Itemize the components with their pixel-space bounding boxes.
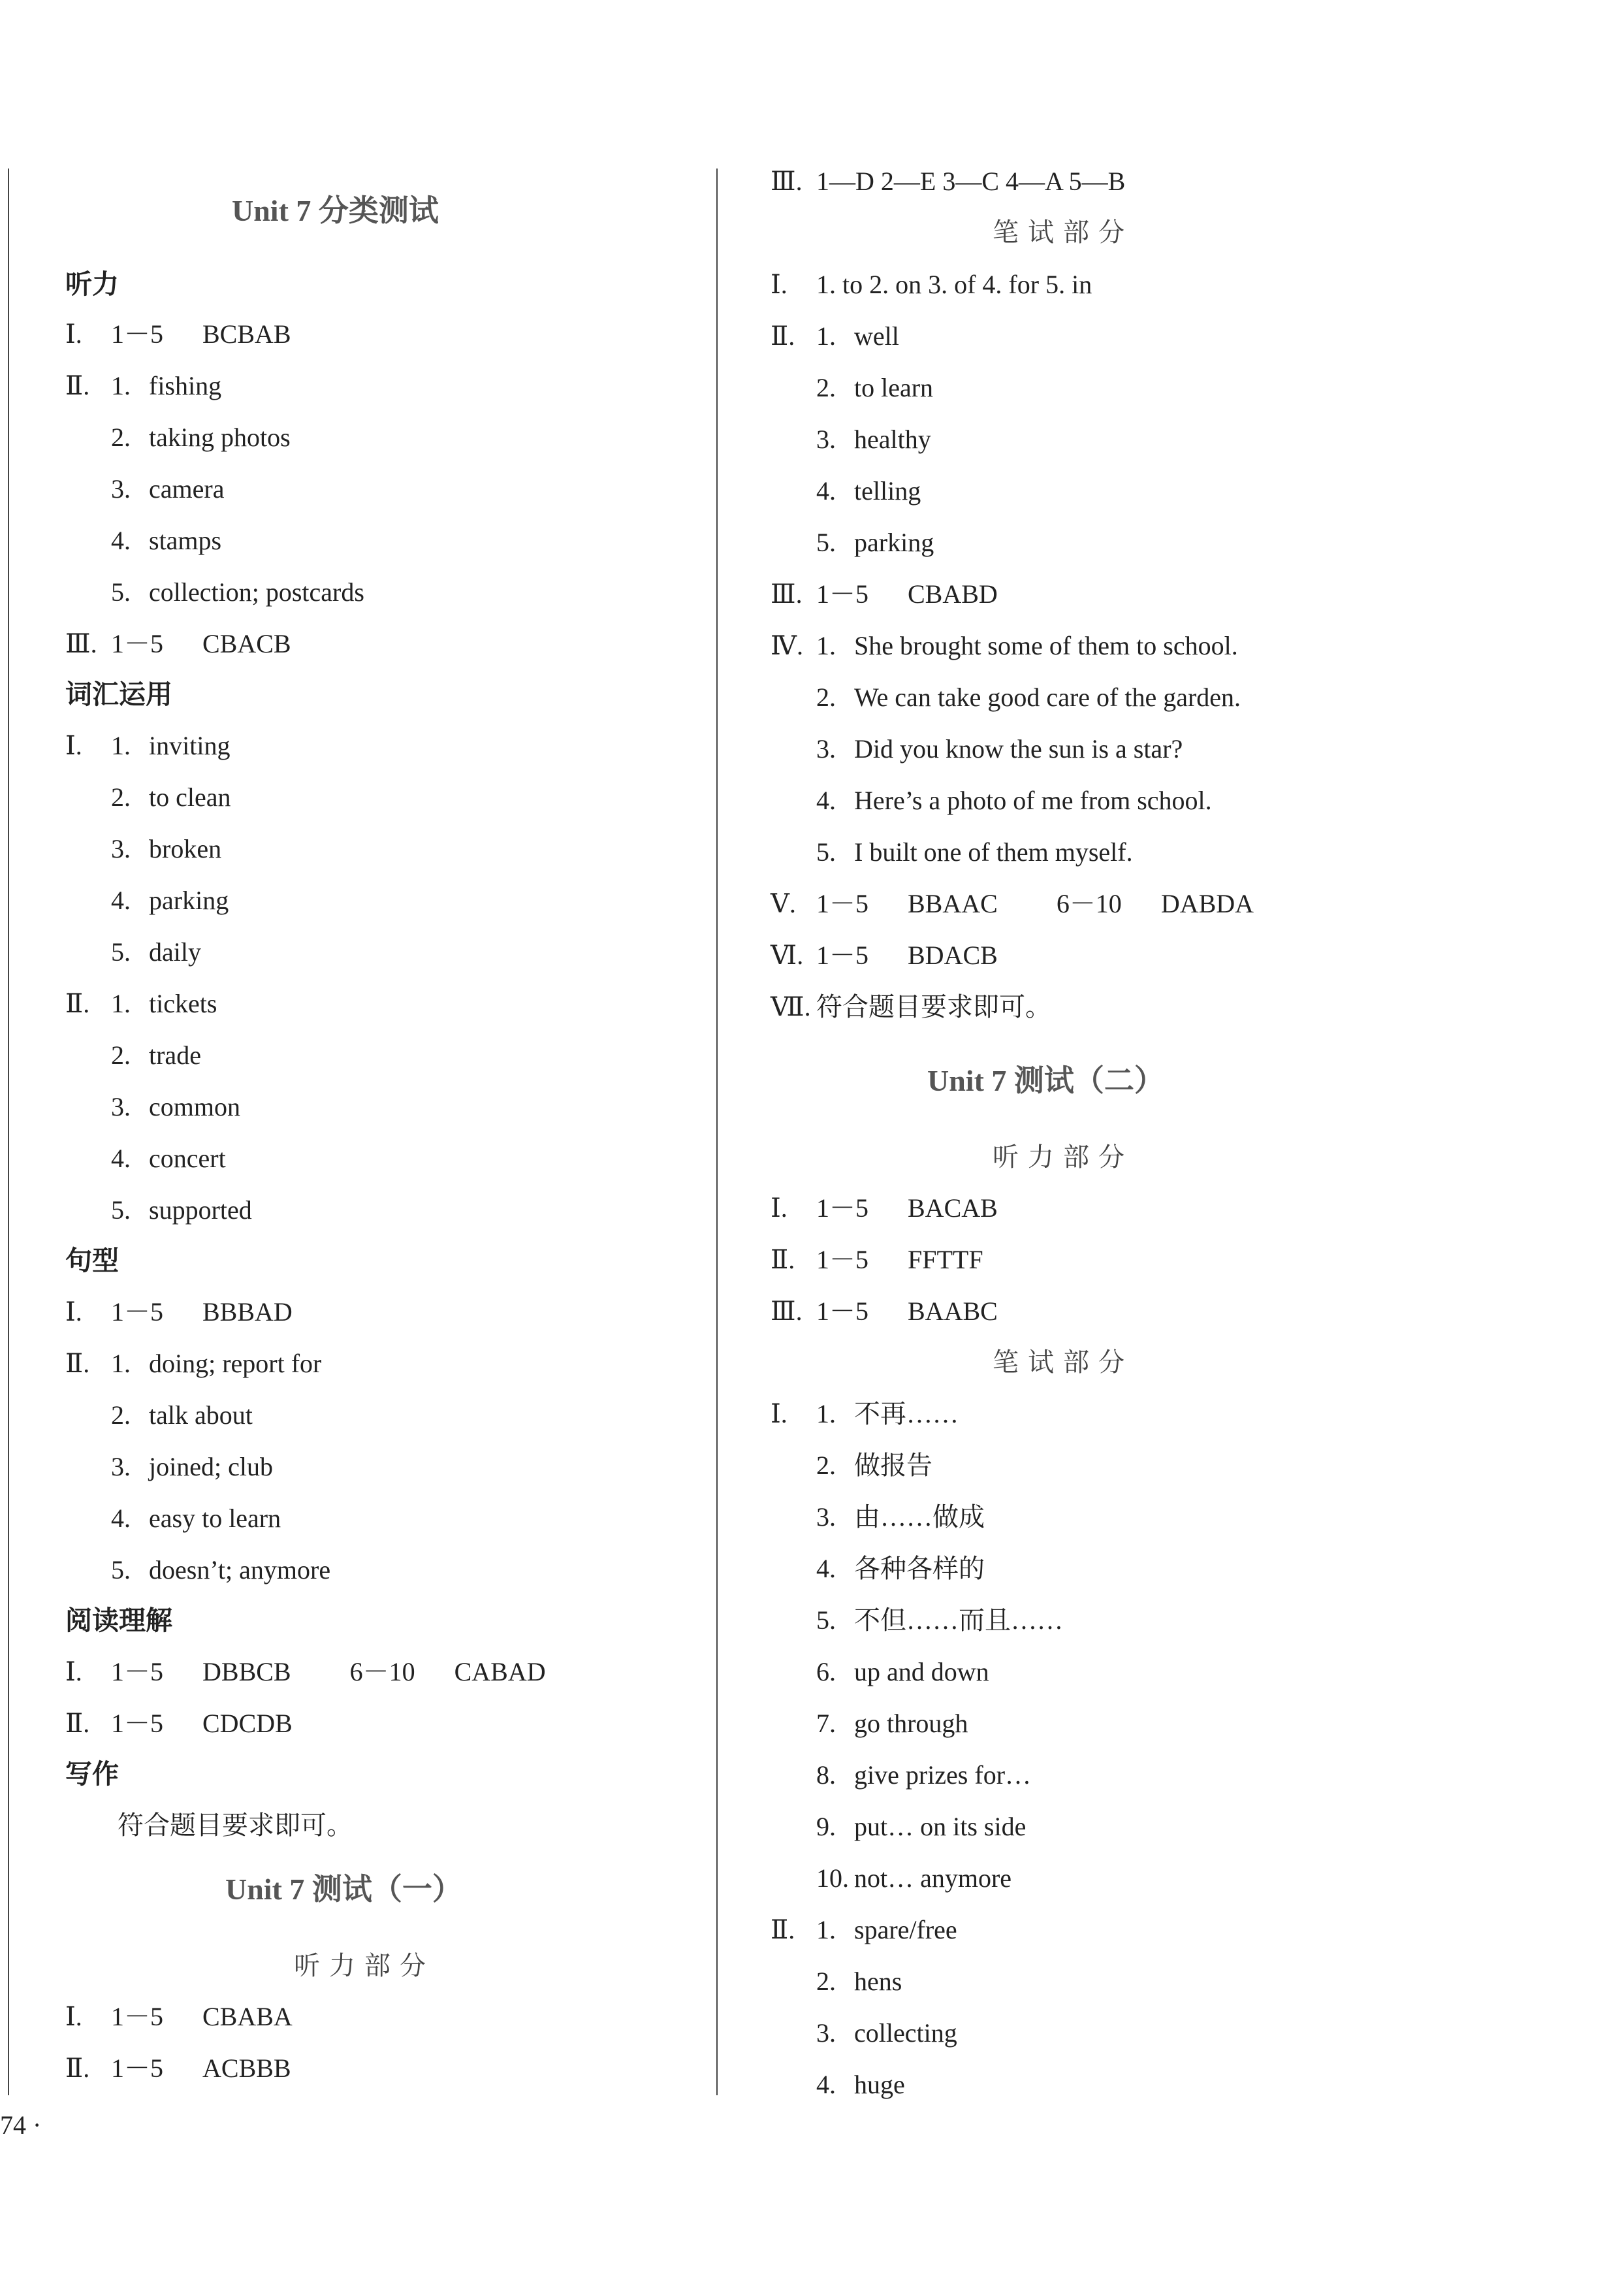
- answer-line: 4. telling: [816, 476, 921, 506]
- answer-line: Ⅱ. 1－5 FFTTF: [771, 1245, 983, 1274]
- answer-line: 3. camera: [111, 474, 225, 504]
- answer-line: Ⅳ. 1. She brought some of them to school.: [771, 631, 1238, 660]
- answer-line: 2. talk about: [111, 1400, 253, 1430]
- heading-reading: 阅读理解: [65, 1605, 172, 1636]
- answer-line: 2. hens: [816, 1967, 902, 1996]
- answer-line: Ⅲ. 1－5 CBABD: [771, 579, 998, 609]
- answer-line: 2. taking photos: [111, 423, 291, 452]
- answer-line: Ⅰ. 1. to 2. on 3. of 4. for 5. in: [771, 270, 1092, 299]
- answer-line: Ⅶ. 符合题目要求即可。: [771, 992, 1051, 1022]
- answer-line: 3. common: [111, 1092, 240, 1121]
- answer-line: 2. We can take good care of the garden.: [816, 683, 1241, 712]
- subheading-written-part: 笔试部分: [993, 1347, 1134, 1377]
- answer-line: 3. joined; club: [111, 1452, 273, 1481]
- answer-line: 3. Did you know the sun is a star?: [816, 734, 1183, 764]
- answer-line: Ⅰ. 1－5 BACAB: [771, 1193, 998, 1223]
- answer-line: 2. to learn: [816, 373, 934, 402]
- answer-line: Ⅰ. 1－5 BBBAD: [65, 1297, 293, 1327]
- answer-line: 4. concert: [111, 1144, 226, 1173]
- section-title-test-2: Unit 7 测试（二）: [927, 1064, 1164, 1097]
- answer-line: 5. collection; postcards: [111, 577, 364, 607]
- answer-line: 9. put… on its side: [816, 1812, 1027, 1841]
- answer-line: Ⅰ. 1－5 BCBAB: [65, 319, 291, 349]
- answer-line: 5. I built one of them myself.: [816, 837, 1133, 867]
- section-title-test-1: Unit 7 测试（一）: [225, 1873, 462, 1906]
- answer-line: Ⅰ. 1. inviting: [65, 731, 231, 760]
- heading-listening: 听力: [65, 268, 119, 300]
- answer-line: 3. broken: [111, 834, 222, 863]
- answer-line: 4. stamps: [111, 526, 222, 555]
- heading-sentence-patterns: 句型: [65, 1245, 119, 1276]
- answer-line: 3. healthy: [816, 425, 931, 454]
- answer-line: Ⅲ. 1－5 BAABC: [771, 1296, 998, 1326]
- answer-line: 7. go through: [816, 1709, 968, 1738]
- subheading-written-part: 笔试部分: [993, 217, 1134, 247]
- answer-line: Ⅰ. 1－5 DBBCB 6－10 CABAD: [65, 1657, 546, 1686]
- answer-line: 10. not… anymore: [816, 1863, 1012, 1893]
- heading-writing: 写作: [65, 1758, 119, 1790]
- answer-line: 4. huge: [816, 2070, 905, 2099]
- answer-line: Ⅰ. 1. 不再……: [771, 1399, 959, 1428]
- answer-line: Ⅱ. 1－5 ACBBB: [65, 2053, 291, 2083]
- answer-line: 4. 各种各样的: [816, 1554, 985, 1583]
- left-margin-rule: [8, 169, 9, 2095]
- answer-line: Ⅲ. 1—D 2—E 3—C 4—A 5—B: [771, 167, 1126, 196]
- column-divider: [716, 169, 718, 2095]
- answer-line: Ⅱ. 1－5 CDCDB: [65, 1709, 293, 1738]
- answer-line: Ⅱ. 1. doing; report for: [65, 1349, 322, 1378]
- writing-answer: 符合题目要求即可。: [118, 1810, 353, 1840]
- answer-line: 5. 不但……而且……: [816, 1605, 1063, 1635]
- answer-line: 5. doesn’t; anymore: [111, 1555, 331, 1585]
- answer-line: Ⅵ. 1－5 BDACB: [771, 941, 998, 970]
- answer-line: 6. up and down: [816, 1657, 989, 1686]
- answer-line: 2. to clean: [111, 782, 231, 812]
- answer-line: 3. collecting: [816, 2018, 957, 2048]
- section-title-classified-test: Unit 7 分类测试: [232, 194, 439, 227]
- answer-line: Ⅲ. 1－5 CBACB: [65, 629, 291, 658]
- answer-line: 4. easy to learn: [111, 1504, 281, 1533]
- answer-line: 2. 做报告: [816, 1451, 932, 1480]
- answer-line: Ⅱ. 1. well: [771, 321, 899, 351]
- subheading-listening-part: 听力部分: [993, 1142, 1134, 1172]
- page-number: 74 ·: [0, 2110, 42, 2140]
- answer-line: 4. parking: [111, 886, 229, 915]
- answer-line: Ⅱ. 1. fishing: [65, 371, 222, 400]
- answer-line: 5. parking: [816, 528, 934, 557]
- answer-line: 5. daily: [111, 937, 201, 967]
- answer-line: Ⅴ. 1－5 BBAAC 6－10 DABDA: [771, 889, 1254, 918]
- answer-line: Ⅰ. 1－5 CBABA: [65, 2002, 293, 2031]
- answer-line: 3. 由……做成: [816, 1502, 985, 1532]
- answer-line: 8. give prizes for…: [816, 1760, 1032, 1790]
- subheading-listening-part: 听力部分: [294, 1951, 435, 1980]
- heading-vocabulary: 词汇运用: [65, 679, 172, 710]
- answer-line: 4. Here’s a photo of me from school.: [816, 786, 1212, 815]
- answer-line: 5. supported: [111, 1195, 252, 1225]
- answer-line: 2. trade: [111, 1040, 201, 1070]
- answer-line: Ⅱ. 1. tickets: [65, 989, 217, 1018]
- answer-line: Ⅱ. 1. spare/free: [771, 1915, 957, 1944]
